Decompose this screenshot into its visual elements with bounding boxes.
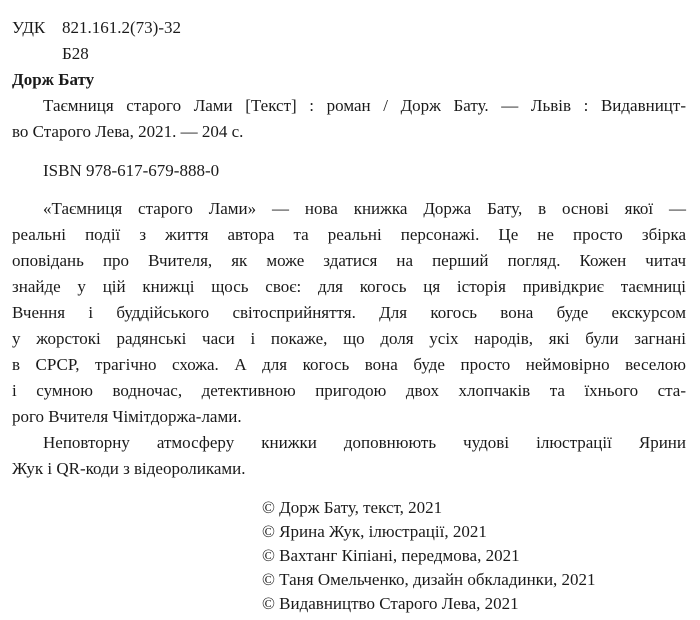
annotation-line: в СРСР, трагічно схожа. А для когось вона буде просто неймовірно веселою bbox=[12, 355, 686, 374]
author-heading: Дорж Бату bbox=[12, 70, 95, 89]
annotation-line: Вчення і буддійського світосприйняття. Для когось вона буде екскурсом bbox=[12, 303, 686, 322]
annotation-line: реальні події з життя автора та реальні персонажі. Це не просто збірка bbox=[12, 225, 686, 244]
description-line: во Старого Лева, 2021. — 204 с. bbox=[12, 122, 244, 141]
annotation-line: оповідань про Вчителя, як може здатися на перший погляд. Кожен читач bbox=[12, 251, 686, 270]
annotation-extra-line: Неповторну атмосферу книжки доповнюють чудові ілюстрації Ярини bbox=[43, 433, 686, 452]
annotation-extra-line: Жук і QR-коди з відеороликами. bbox=[12, 459, 246, 478]
copyright-line: © Таня Омельченко, дизайн обкладинки, 2021 bbox=[262, 570, 596, 589]
bbk-code: Б28 bbox=[62, 44, 89, 63]
copyright-line: © Видавництво Старого Лева, 2021 bbox=[262, 594, 519, 613]
annotation-line: «Таємниця старого Лами» — нова книжка Доржа Бату, в основі якої — bbox=[43, 199, 686, 218]
annotation-line: рого Вчителя Чімітдоржа-лами. bbox=[12, 407, 242, 426]
udk-label: УДК bbox=[12, 18, 46, 37]
annotation-line: знайде у цій книжці щось своє: для когось ця історія привідкриє таємниці bbox=[12, 277, 686, 296]
isbn: ISBN 978-617-679-888-0 bbox=[43, 161, 220, 180]
annotation-line: у жорстокі радянські часи і покаже, що доля усіх народів, які були загнані bbox=[12, 329, 686, 348]
description-line: Таємниця старого Лами [Текст] : роман / Дорж Бату. — Львів : Видавницт- bbox=[43, 96, 686, 115]
copyright-line: © Дорж Бату, текст, 2021 bbox=[262, 498, 443, 517]
copyright-line: © Вахтанг Кіпіані, передмова, 2021 bbox=[262, 546, 520, 565]
annotation-line: і сумною водночас, детективною пригодою двох хлопчаків та їхнього ста- bbox=[12, 381, 686, 400]
udk-code: 821.161.2(73)-32 bbox=[62, 18, 181, 37]
copyright-line: © Ярина Жук, ілюстрації, 2021 bbox=[262, 522, 487, 541]
